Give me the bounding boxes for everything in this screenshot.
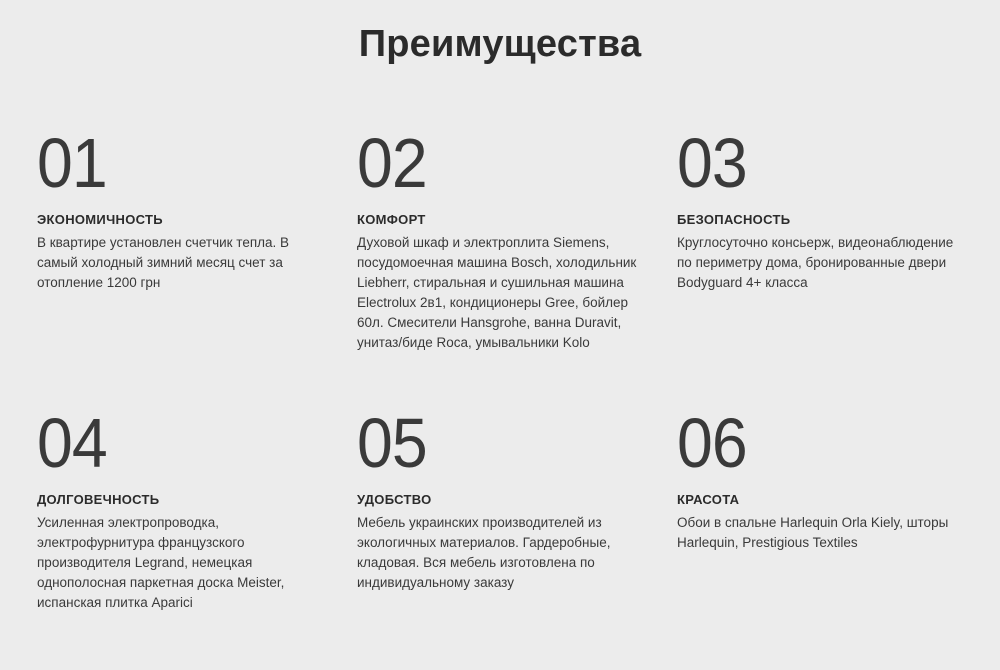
feature-card-comfort bbox=[357, 124, 677, 408]
feature-description: Усиленная электропроводка, электрофурнитура французского производителя Legrand, немецкая однополосная паркетная доска Meister, испанская плитка Aparici bbox=[37, 515, 285, 610]
feature-heading: БЕЗОПАСНОСТЬ bbox=[677, 212, 791, 227]
feature-description: Мебель украинских производителей из экологичных материалов. Гардеробные, кладовая. Вся мебель изготовлена по индивидуальному заказу bbox=[357, 515, 611, 590]
feature-heading: ЭКОНОМИЧНОСТЬ bbox=[37, 212, 163, 227]
feature-description: Духовой шкаф и электроплита Siemens, посудомоечная машина Bosch, холодильник Liebherr, стиральная и сушильная машина Electrolux 2в1, кондиционеры Gree, бойлер 60л. Смесители Hansgrohe, ванна Duravit, унитаз/биде Roca, умывальники Kolo bbox=[357, 235, 637, 350]
page-title: Преимущества bbox=[358, 23, 642, 65]
feature-heading: УДОБСТВО bbox=[357, 492, 432, 507]
feature-number: 05 bbox=[357, 404, 427, 482]
feature-heading: КРАСОТА bbox=[677, 492, 740, 507]
feature-card-beauty bbox=[677, 404, 977, 648]
feature-heading: КОМФОРТ bbox=[357, 212, 426, 227]
feature-number: 01 bbox=[37, 124, 107, 202]
feature-number: 03 bbox=[677, 124, 747, 202]
features-grid bbox=[37, 124, 977, 648]
feature-number: 04 bbox=[37, 404, 107, 482]
feature-heading: ДОЛГОВЕЧНОСТЬ bbox=[37, 492, 160, 507]
feature-number: 02 bbox=[357, 124, 427, 202]
feature-number: 06 bbox=[677, 404, 747, 482]
feature-card-economy bbox=[37, 124, 357, 408]
feature-description: Обои в спальне Harlequin Orla Kiely, шторы Harlequin, Prestigious Textiles bbox=[677, 515, 949, 550]
feature-card-durability bbox=[37, 404, 357, 648]
feature-description: В квартире установлен счетчик тепла. В самый холодный зимний месяц счет за отопление 1200 грн bbox=[37, 235, 290, 290]
feature-card-security bbox=[677, 124, 977, 408]
feature-description: Круглосуточно консьерж, видеонаблюдение по периметру дома, бронированные двери Bodyguard 4+ класса bbox=[677, 235, 954, 290]
feature-card-convenience bbox=[357, 404, 677, 648]
